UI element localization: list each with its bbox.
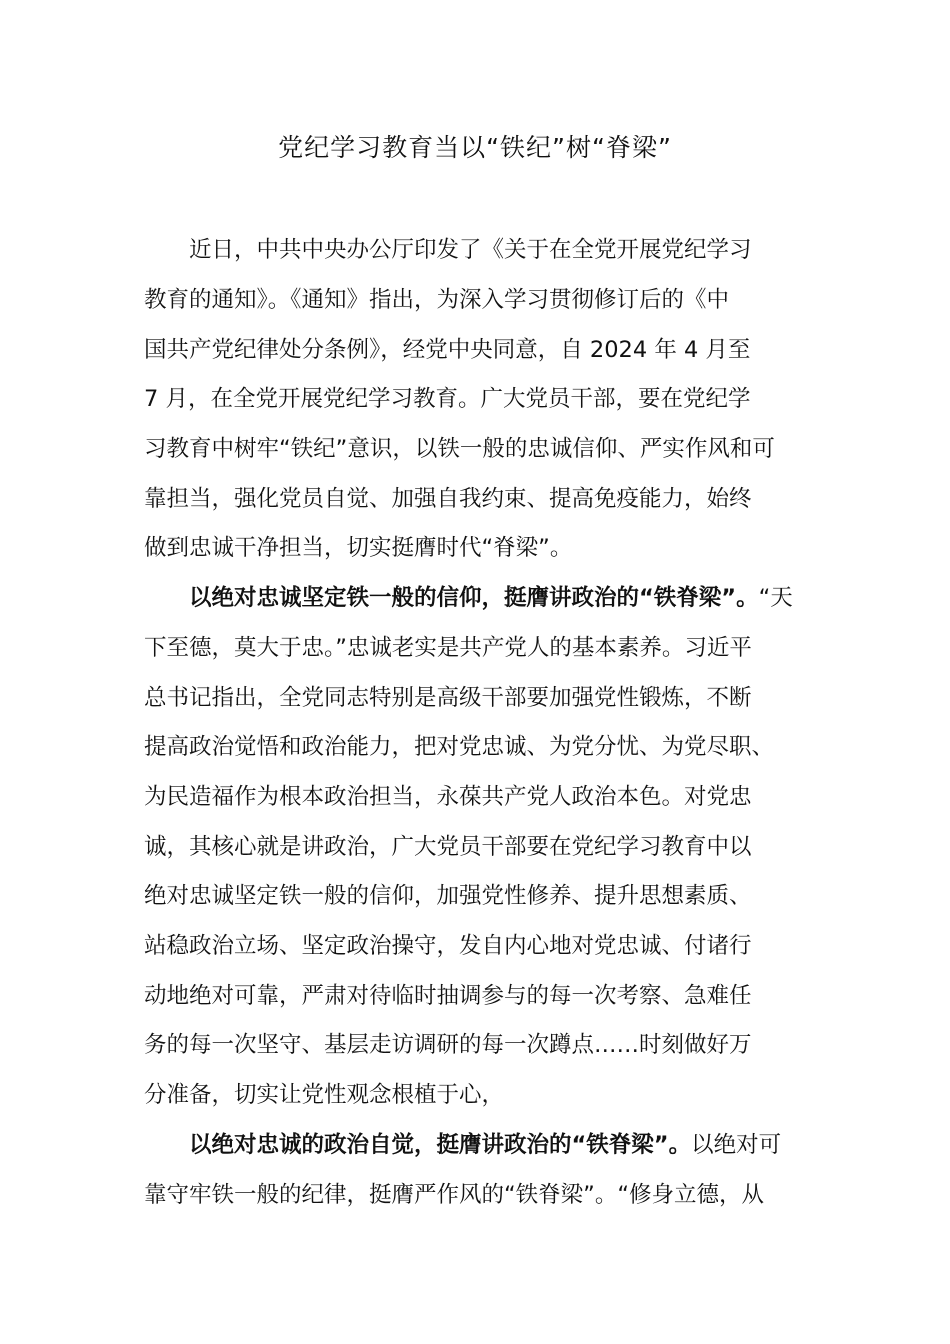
bold-heading: 以绝对忠诚坚定铁一般的信仰，挺膺讲政治的“铁脊梁”。 xyxy=(144,585,759,611)
paragraph-line xyxy=(144,680,824,716)
paragraph-line xyxy=(144,1177,824,1213)
paragraph-line xyxy=(144,431,824,467)
line-text: 近日，中共中央办公厅印发了《关于在全党开展党纪学习 xyxy=(144,237,752,263)
paragraph-line xyxy=(144,779,824,815)
paragraph-line xyxy=(144,729,824,765)
line-text: 教育的通知》。《通知》指出，为深入学习贯彻修订后的《中 xyxy=(144,287,730,313)
line-text: 以绝对可 xyxy=(691,1132,782,1158)
paragraph-line xyxy=(144,530,824,566)
line-text: 诚，其核心就是讲政治，广大党员干部要在党纪学习教育中以 xyxy=(144,834,752,860)
document-title: 党纪学习教育当以“铁纪”树“脊梁” xyxy=(278,133,672,162)
line-text: 站稳政治立场、坚定政治操守，发自内心地对党忠诚、付诸行 xyxy=(144,933,752,959)
line-text: 为民造福作为根本政治担当，永葆共产党人政治本色。对党忠 xyxy=(144,784,752,810)
line-text: 提高政治觉悟和政治能力，把对党忠诚、为党分忧、为党尽职、 xyxy=(144,734,775,760)
paragraph-line xyxy=(144,829,824,865)
paragraph-line xyxy=(144,282,824,318)
bold-heading: 以绝对忠诚的政治自觉，挺膺讲政治的“铁脊梁”。 xyxy=(144,1132,692,1158)
line-text: 习教育中树牢“铁纪”意识，以铁一般的忠诚信仰、严实作风和可 xyxy=(144,436,775,462)
line-text: 绝对忠诚坚定铁一般的信仰，加强党性修养、提升思想素质、 xyxy=(144,883,752,909)
line-text: 做到忠诚干净担当，切实挺膺时代“脊梁”。 xyxy=(144,535,573,561)
paragraph-line xyxy=(144,1077,824,1113)
line-text: 总书记指出，全党同志特别是高级干部要加强党性锻炼，不断 xyxy=(144,685,752,711)
line-text: 动地绝对可靠，严肃对待临时抽调参与的每一次考察、急难任 xyxy=(144,983,752,1009)
paragraph-line xyxy=(144,928,824,964)
line-text: 靠守牢铁一般的纪律，挺膺严作风的“铁脊梁”。“修身立德，从 xyxy=(144,1182,764,1208)
paragraph-line xyxy=(144,1127,824,1163)
paragraph-line xyxy=(144,232,824,268)
paragraph-line xyxy=(144,1027,824,1063)
paragraph-line xyxy=(144,878,824,914)
paragraph-line xyxy=(144,481,824,517)
line-text: 靠担当，强化党员自觉、加强自我约束、提高免疫能力，始终 xyxy=(144,486,752,512)
line-text: 下至德，莫大于忠。”忠诚老实是共产党人的基本素养。习近平 xyxy=(144,635,752,661)
paragraph-line xyxy=(144,630,824,666)
line-text: 分准备，切实让党性观念根植于心， xyxy=(144,1082,505,1108)
paragraph-line xyxy=(144,381,824,417)
paragraph-line xyxy=(144,978,824,1014)
paragraph-line xyxy=(144,580,824,616)
line-text: “天 xyxy=(758,585,793,611)
line-text: 务的每一次坚守、基层走访调研的每一次蹲点……时刻做好万 xyxy=(144,1032,752,1058)
paragraph-line xyxy=(144,332,824,368)
line-text: 7 月，在全党开展党纪学习教育。广大党员干部，要在党纪学 xyxy=(144,386,751,412)
line-text: 国共产党纪律处分条例》，经党中央同意，自 2024 年 4 月至 xyxy=(144,337,751,363)
